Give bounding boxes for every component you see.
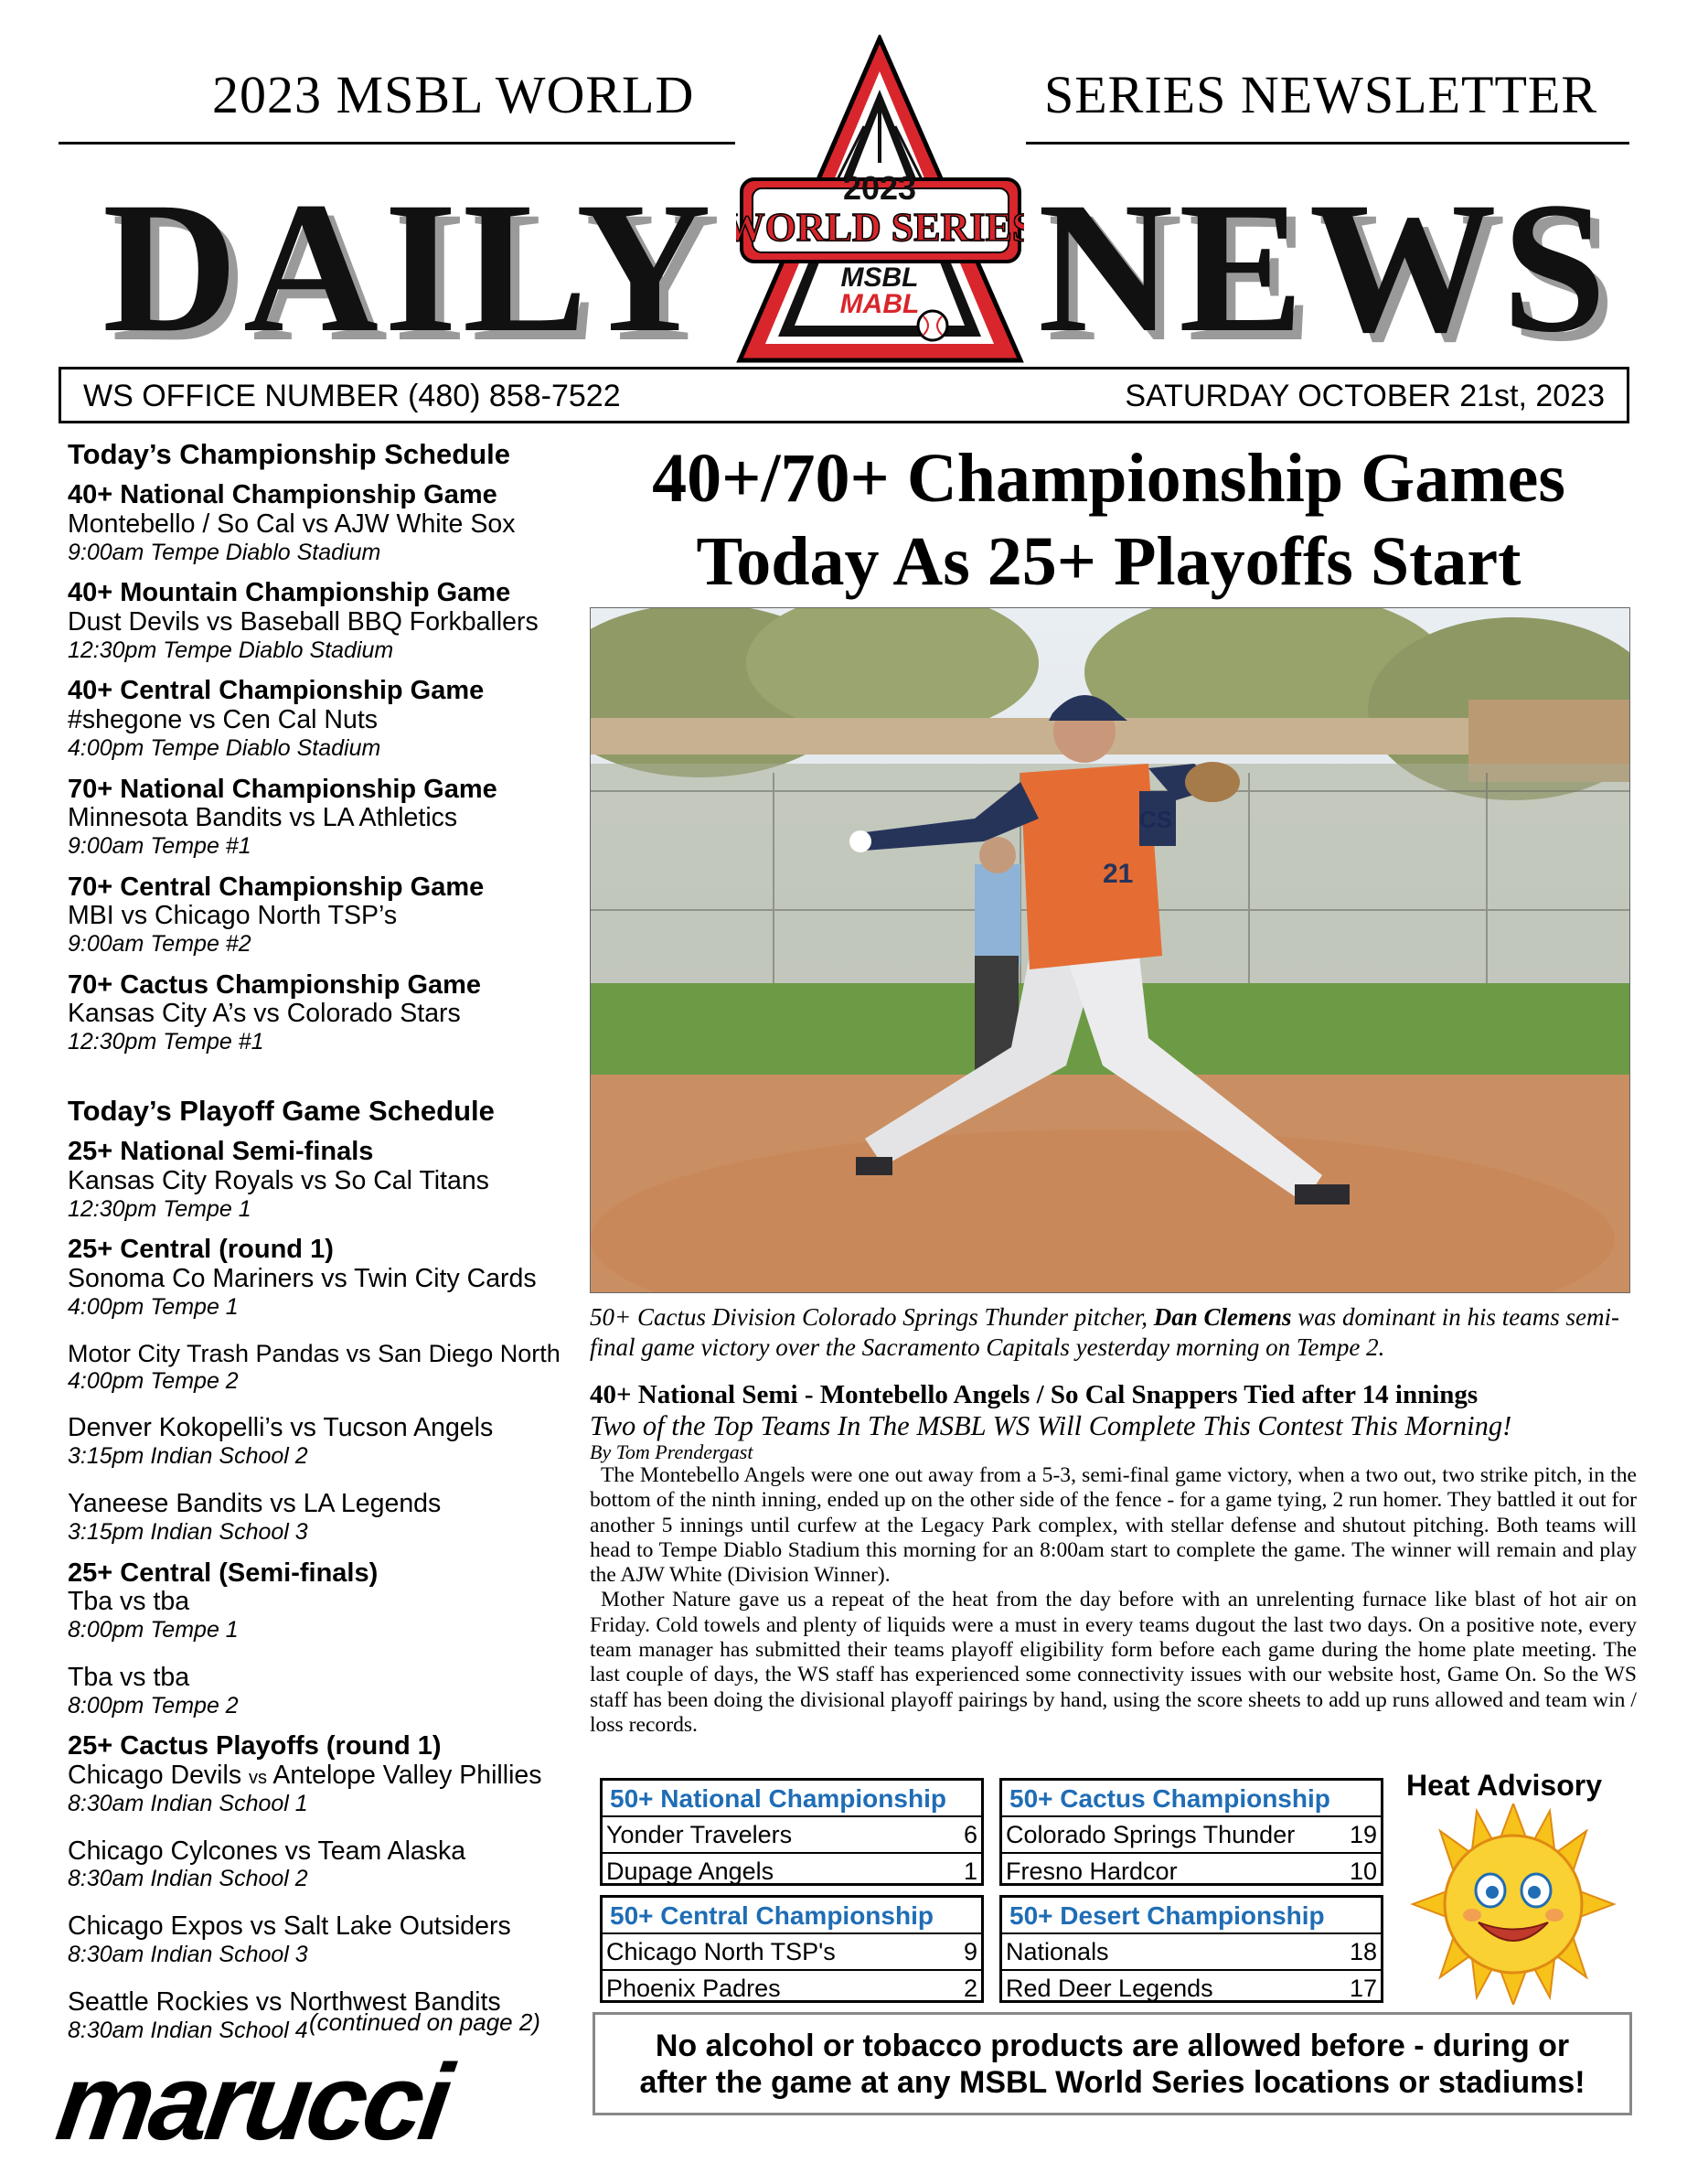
game-time: 8:30am Indian School 1 bbox=[68, 1790, 308, 1816]
jersey-logo: CS bbox=[1139, 806, 1173, 833]
schedule-column bbox=[68, 437, 580, 2057]
game-title: 70+ Cactus Championship Game bbox=[68, 969, 482, 1000]
game-teams: Montebello / So Cal vs AJW White Sox bbox=[68, 509, 516, 539]
game-teams: Seattle Rockies vs Northwest Bandits bbox=[68, 1986, 501, 2017]
notice-line-1: No alcohol or tobacco products are allowed before - during or bbox=[655, 2029, 1570, 2063]
world-series-logo bbox=[736, 35, 1024, 364]
game-teams: Denver Kokopelli’s vs Tucson Angels bbox=[68, 1413, 494, 1443]
heat-advisory-title: Heat Advisory bbox=[1406, 1769, 1602, 1802]
playoff-game bbox=[68, 1558, 580, 1643]
game-teams: Chicago Cylcones vs Team Alaska bbox=[68, 1836, 466, 1866]
score-row bbox=[1002, 1969, 1381, 2006]
score-title: 50+ National Championship bbox=[610, 1784, 946, 1813]
game-title: 70+ National Championship Game bbox=[68, 774, 497, 804]
game-teams: Kansas City A’s vs Colorado Stars bbox=[68, 999, 461, 1029]
article-headline: 40+ National Semi - Montebello Angels / So Cal Snappers Tied after 14 innings bbox=[590, 1380, 1479, 1409]
score-box bbox=[999, 1895, 1383, 2003]
pitcher-photo bbox=[590, 607, 1630, 1293]
sun-icon bbox=[1404, 1804, 1623, 2005]
game-title: 25+ Central (round 1) bbox=[68, 1235, 334, 1265]
masthead-daily: DAILY bbox=[102, 164, 717, 371]
game-title: 40+ Mountain Championship Game bbox=[68, 578, 511, 608]
playoff-game bbox=[68, 1414, 580, 1470]
masthead-news: NEWS bbox=[1038, 164, 1612, 371]
team-score: 18 bbox=[1349, 1938, 1377, 1965]
championship-game bbox=[68, 775, 580, 860]
office-number: WS OFFICE NUMBER (480) 858-7522 bbox=[83, 379, 621, 413]
championship-game bbox=[68, 480, 580, 565]
game-teams: Yaneese Bandits vs LA Legends bbox=[68, 1489, 442, 1519]
championship-game bbox=[68, 873, 580, 958]
game-teams: Minnesota Bandits vs LA Athletics bbox=[68, 803, 458, 833]
headline-line-1: 40+/70+ Championship Games bbox=[652, 440, 1565, 517]
logo-org-bottom: MABL bbox=[839, 289, 920, 319]
team-score: 2 bbox=[963, 1975, 977, 2002]
game-title: 25+ Cactus Playoffs (round 1) bbox=[68, 1731, 442, 1761]
article-body bbox=[590, 1463, 1637, 1738]
score-row bbox=[1002, 1852, 1381, 1889]
game-teams: Dust Devils vs Baseball BBQ Forkballers bbox=[68, 606, 539, 637]
game-time: 12:30pm Tempe Diablo Stadium bbox=[68, 637, 394, 663]
playoff-game bbox=[68, 1731, 580, 1816]
game-time: 8:30am Indian School 3 bbox=[68, 1942, 308, 1968]
score-title: 50+ Cactus Championship bbox=[1009, 1784, 1330, 1813]
article bbox=[590, 1379, 1637, 1738]
game-time: 3:15pm Indian School 2 bbox=[68, 1443, 308, 1470]
game-teams: Sonoma Co Mariners vs Twin City Cards bbox=[68, 1263, 537, 1293]
logo-title: WORLD SERIES bbox=[736, 205, 1024, 250]
team-name: Colorado Springs Thunder bbox=[1006, 1821, 1296, 1848]
championship-game bbox=[68, 578, 580, 663]
score-box bbox=[600, 1778, 984, 1886]
game-title: 70+ Central Championship Game bbox=[68, 872, 485, 902]
game-time: 9:00am Tempe Diablo Stadium bbox=[68, 539, 381, 565]
alcohol-notice bbox=[593, 2012, 1632, 2115]
game-time: 9:00am Tempe #1 bbox=[68, 832, 251, 859]
team-score: 19 bbox=[1349, 1821, 1377, 1848]
caption-after: was dominant in his teams semi-final game victory over the Sacramento Capitals yesterday morning on Tempe 2. bbox=[590, 1303, 1620, 1361]
article-paragraph: The Montebello Angels were one out away from a 5-3, semi-final game victory, when a two out, two strike pitch, in the bottom of the ninth inning, ended up on the other side of the fence - for a game tying, 2 run homer. They battled it out for another 5 innings until curfew at the Legacy Park complex, with stellar defense and shutout pitching. Both teams will head to Tempe Diablo Stadium this morning for an 8:00am start to complete the game. The winner will remain and play the AJW White (Division Winner). bbox=[590, 1463, 1637, 1588]
playoff-game bbox=[68, 1340, 580, 1394]
issue-date: SATURDAY OCTOBER 21st, 2023 bbox=[1125, 379, 1605, 413]
game-time: 8:00pm Tempe 2 bbox=[68, 1692, 239, 1718]
game-teams: Tba vs tba bbox=[68, 1587, 190, 1617]
caption-before: 50+ Cactus Division Colorado Springs Thunder pitcher, bbox=[590, 1303, 1154, 1331]
team-name: Phoenix Padres bbox=[606, 1975, 781, 2002]
championship-game bbox=[68, 970, 580, 1055]
championship-game bbox=[68, 676, 580, 761]
main-headline bbox=[585, 437, 1632, 604]
game-teams: Chicago Expos vs Salt Lake Outsiders bbox=[68, 1911, 511, 1942]
score-box bbox=[600, 1895, 984, 2003]
photo-caption bbox=[590, 1302, 1632, 1363]
game-teams bbox=[68, 1761, 580, 1791]
vs-label: vs bbox=[249, 1767, 268, 1788]
game-time: 4:00pm Tempe 2 bbox=[68, 1367, 239, 1394]
game-time: 12:30pm Tempe 1 bbox=[68, 1195, 251, 1222]
score-title: 50+ Desert Championship bbox=[1009, 1901, 1325, 1930]
team-score: 6 bbox=[963, 1821, 977, 1848]
game-time: 12:30pm Tempe #1 bbox=[68, 1029, 264, 1055]
headline-line-2: Today As 25+ Playoffs Start bbox=[696, 523, 1522, 600]
team-name: Dupage Angels bbox=[606, 1857, 774, 1885]
game-teams: Tba vs tba bbox=[68, 1662, 190, 1692]
game-teams: MBI vs Chicago North TSP’s bbox=[68, 901, 398, 931]
score-row bbox=[1002, 1932, 1381, 1969]
game-title: 25+ Central (Semi-finals) bbox=[68, 1558, 379, 1588]
game-time: 4:00pm Tempe Diablo Stadium bbox=[68, 734, 381, 761]
team-score: 17 bbox=[1349, 1975, 1377, 2002]
info-bar bbox=[59, 367, 1629, 423]
article-subhead: Two of the Top Teams In The MSBL WS Will Complete This Contest This Morning! bbox=[590, 1410, 1512, 1441]
team-score: 9 bbox=[963, 1938, 977, 1965]
team-a: Chicago Devils bbox=[68, 1760, 242, 1790]
game-teams: Kansas City Royals vs So Cal Titans bbox=[68, 1165, 489, 1195]
score-row bbox=[603, 1815, 981, 1852]
game-time: 3:15pm Indian School 3 bbox=[68, 1518, 308, 1545]
article-paragraph: Mother Nature gave us a repeat of the heat from the day before with an unrelenting furnace like blast of hot air on Friday. Cold towels and plenty of liquids were a must in every teams dugout the last two days. On a positive note, every team manager has submitted their teams playoff eligibility form before each game during the home plate meeting. The last couple of days, the WS staff has experienced some connectivity issues with our website host, Game On. So the WS staff has been doing the divisional playoff pairings by hand, using the score sheets to add up runs allowed and team win / loss records. bbox=[590, 1588, 1637, 1737]
game-title: 40+ Central Championship Game bbox=[68, 676, 485, 706]
score-box bbox=[999, 1778, 1383, 1886]
marucci-logo: marucci bbox=[49, 2042, 455, 2163]
game-time: 8:30am Indian School 4 bbox=[68, 2017, 308, 2043]
game-teams: #shegone vs Cen Cal Nuts bbox=[68, 704, 379, 734]
playoff-game bbox=[68, 1137, 580, 1222]
article-byline: By Tom Prendergast bbox=[590, 1440, 753, 1463]
team-name: Nationals bbox=[1006, 1938, 1109, 1965]
team-name: Red Deer Legends bbox=[1006, 1975, 1213, 2002]
team-name: Chicago North TSP's bbox=[606, 1938, 836, 1965]
playoff-heading: Today’s Playoff Game Schedule bbox=[68, 1094, 495, 1127]
team-name: Yonder Travelers bbox=[606, 1821, 793, 1848]
score-row bbox=[1002, 1815, 1381, 1852]
continued-note: (continued on page 2) bbox=[309, 2008, 540, 2036]
masthead-rule-right bbox=[1026, 142, 1629, 145]
playoff-game bbox=[68, 1490, 580, 1546]
logo-org-top: MSBL bbox=[840, 262, 919, 293]
jersey-number: 21 bbox=[1103, 859, 1134, 889]
score-row bbox=[603, 1932, 981, 1969]
championship-heading: Today’s Championship Schedule bbox=[68, 438, 511, 470]
masthead-top-right: SERIES NEWSLETTER bbox=[1044, 65, 1598, 124]
team-score: 10 bbox=[1349, 1857, 1377, 1885]
game-teams: Motor City Trash Pandas vs San Diego North bbox=[68, 1340, 561, 1368]
game-time: 4:00pm Tempe 1 bbox=[68, 1293, 239, 1320]
game-title: 25+ National Semi-finals bbox=[68, 1137, 374, 1167]
caption-name: Dan Clemens bbox=[1153, 1303, 1292, 1331]
team-b: Antelope Valley Phillies bbox=[272, 1760, 542, 1790]
masthead-top-left: 2023 MSBL WORLD bbox=[212, 65, 695, 124]
playoff-game bbox=[68, 1664, 580, 1719]
logo-year: 2023 bbox=[842, 169, 917, 207]
playoff-game bbox=[68, 1235, 580, 1320]
game-time: 9:00am Tempe #2 bbox=[68, 931, 251, 958]
score-title: 50+ Central Championship bbox=[610, 1901, 934, 1930]
game-title: 40+ National Championship Game bbox=[68, 480, 497, 510]
team-score: 1 bbox=[963, 1857, 977, 1885]
playoff-game bbox=[68, 1912, 580, 1968]
playoff-game bbox=[68, 1837, 580, 1893]
game-time: 8:30am Indian School 2 bbox=[68, 1866, 308, 1892]
team-name: Fresno Hardcor bbox=[1006, 1857, 1178, 1885]
score-row bbox=[603, 1852, 981, 1889]
notice-line-2: after the game at any MSBL World Series locations or stadiums! bbox=[639, 2065, 1586, 2100]
game-time: 8:00pm Tempe 1 bbox=[68, 1617, 239, 1643]
masthead-rule-left bbox=[59, 142, 735, 145]
score-row bbox=[603, 1969, 981, 2006]
